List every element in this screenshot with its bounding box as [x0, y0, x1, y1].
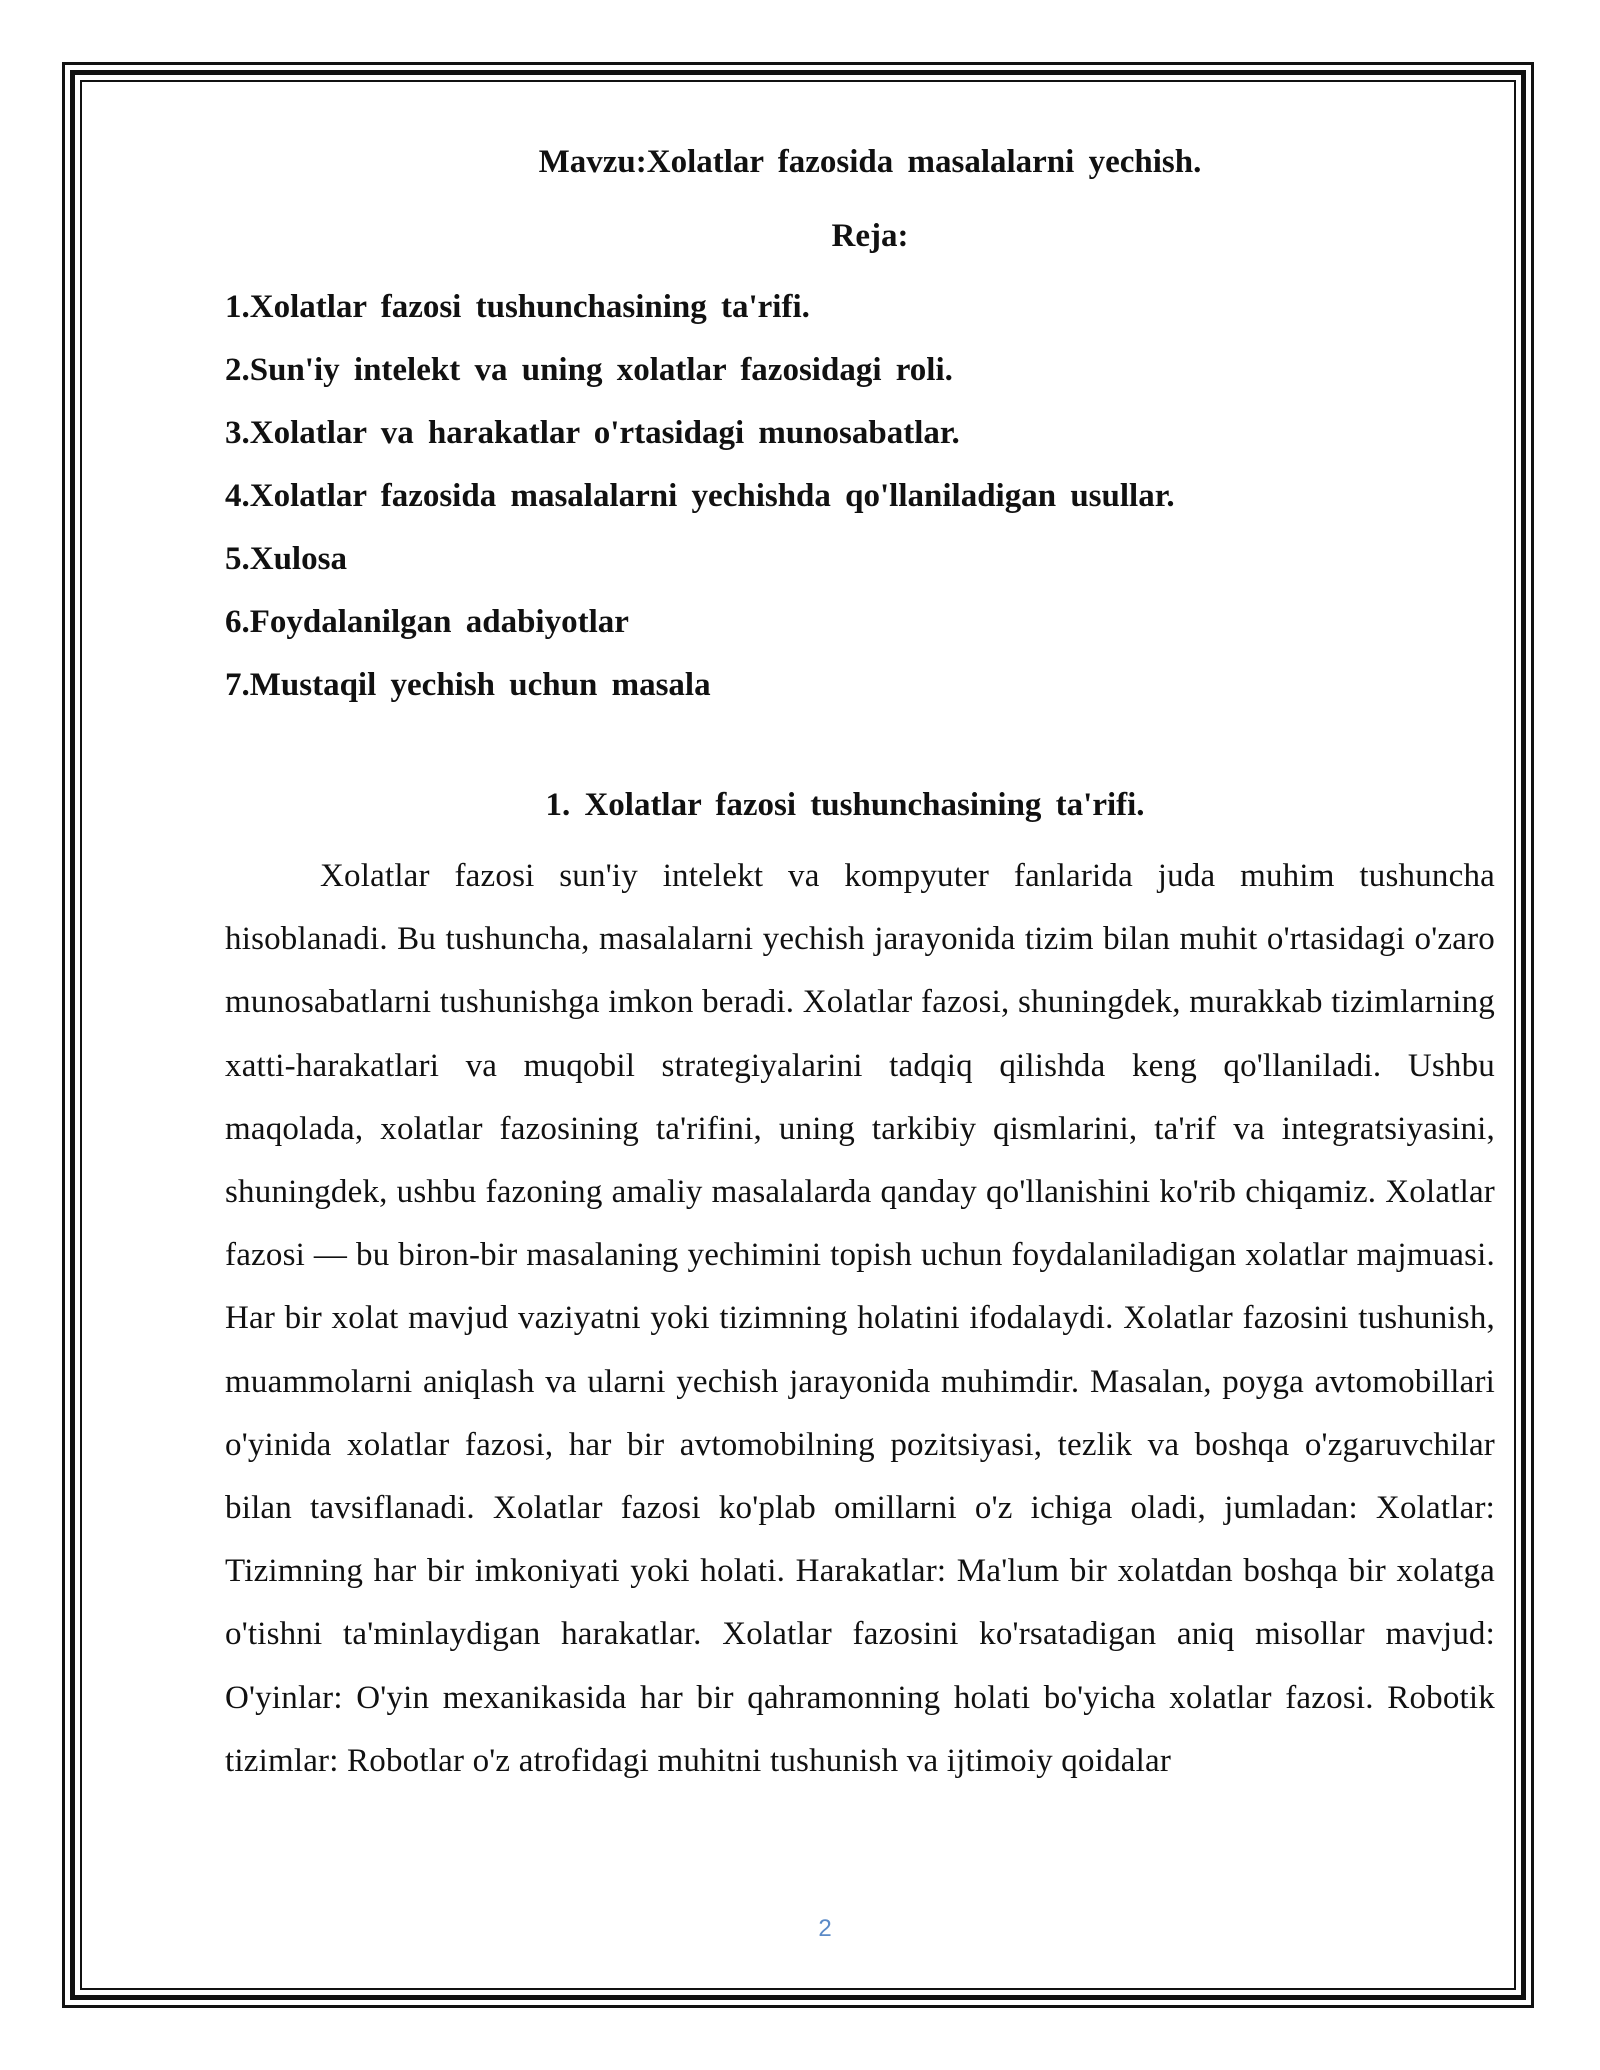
section-heading: 1. Xolatlar fazosi tushunchasining ta'rifi.	[545, 787, 1145, 823]
page-content	[225, 140, 1495, 1793]
plan-item: 3.Xolatlar va harakatlar o'rtasidagi munosabatlar.	[225, 415, 960, 451]
plan-item: 5.Xulosa	[225, 541, 347, 577]
plan-item: 2.Sun'iy intelekt va uning xolatlar fazosidagi roli.	[225, 352, 953, 388]
body-paragraph: Xolatlar fazosi sun'iy intelekt va kompyuter fanlarida juda muhim tushuncha hisoblanadi. Bu tushuncha, masalalarni yechish jarayonida tizim bilan muhit o'rtasidagi o'zaro munosabatlarni tushunishga imkon beradi. Xolatlar fazosi, shuningdek, murakkab tizimlarning xatti-harakatlari va muqobil strategiyalarini tadqiq qilishda keng qo'llaniladi. Ushbu maqolada, xolatlar fazosining ta'rifini, uning tarkibiy qismlarini, ta'rif va integratsiyasini, shuningdek, ushbu fazoning amaliy masalalarda qanday qo'llanishini ko'rib chiqamiz. Xolatlar fazosi — bu biron-bir masalaning yechimini topish uchun foydalaniladigan xolatlar majmuasi. Har bir xolat mavjud vaziyatni yoki tizimning holatini ifodalaydi. Xolatlar fazosini tushunish, muammolarni aniqlash va ularni yechish jarayonida muhimdir. Masalan, poyga avtomobillari o'yinida xolatlar fazosi, har bir avtomobilning pozitsiyasi, tezlik va boshqa o'zgaruvchilar bilan tavsiflanadi. Xolatlar fazosi ko'plab omillarni o'z ichiga oladi, jumladan: Xolatlar: Tizimning har bir imkoniyati yoki holati. Harakatlar: Ma'lum bir xolatdan boshqa bir xolatga o'tishni ta'minlaydigan harakatlar. Xolatlar fazosini ko'rsatadigan aniq misollar mavjud: O'yinlar: O'yin mexanikasida har bir qahramonning holati bo'yicha xolatlar fazosi. Robotik tizimlar: Robotlar o'z atrofidagi muhitni tushunish va ijtimoiy qoidalar	[225, 858, 1495, 1779]
plan-item: 6.Foydalanilgan adabiyotlar	[225, 604, 629, 640]
document-title: Mavzu:Xolatlar fazosida masalalarni yechish.	[538, 144, 1202, 180]
plan-list	[225, 276, 1495, 717]
page-number: 2	[818, 1915, 832, 1942]
plan-item: 1.Xolatlar fazosi tushunchasining ta'rifi.	[225, 289, 810, 325]
plan-item: 7.Mustaqil yechish uchun masala	[225, 667, 711, 703]
plan-heading: Reja:	[831, 218, 909, 254]
plan-item: 4.Xolatlar fazosida masalalarni yechishda qo'llaniladigan usullar.	[225, 478, 1175, 514]
